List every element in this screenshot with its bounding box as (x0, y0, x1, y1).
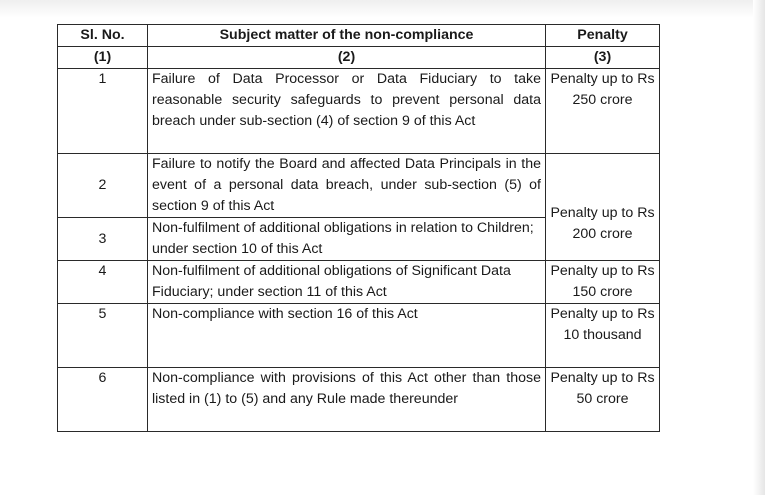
penalty-cell: Penalty up to Rs 250 crore (546, 69, 660, 154)
sl-no-cell: 2 (58, 154, 148, 218)
penalty-cell: Penalty up to Rs 10 thousand (546, 304, 660, 368)
page-top-shadow (0, 0, 765, 18)
subject-cell: Non-fulfilment of additional obligations of Significant Data Fiduciary; under section 11 of this Act (148, 261, 546, 304)
table-row (58, 368, 660, 432)
table-row (58, 304, 660, 368)
page-right-shadow (753, 0, 765, 495)
column-number-row (58, 47, 660, 69)
subject-cell: Failure to notify the Board and affected Data Principals in the event of a personal data breach, under sub-section (5) of section 9 of this Act (148, 154, 546, 218)
penalty-cell: Penalty up to Rs 50 crore (546, 368, 660, 432)
header-subject: Subject matter of the non-compliance (148, 25, 546, 47)
header-row (58, 25, 660, 47)
sl-no-cell: 1 (58, 69, 148, 154)
table-row (58, 69, 660, 154)
penalty-table (57, 24, 660, 432)
sl-no-cell: 6 (58, 368, 148, 432)
subject-cell: Non-compliance with provisions of this Act other than those listed in (1) to (5) and any Rule made thereunder (148, 368, 546, 432)
header-penalty: Penalty (546, 25, 660, 47)
table-row (58, 261, 660, 304)
table-row (58, 154, 660, 218)
sl-no-cell: 4 (58, 261, 148, 304)
sl-no-cell: 5 (58, 304, 148, 368)
penalty-cell: Penalty up to Rs 150 crore (546, 261, 660, 304)
header-sl-no: Sl. No. (58, 25, 148, 47)
column-number-subject: (2) (148, 47, 546, 69)
subject-cell: Non-compliance with section 16 of this Act (148, 304, 546, 368)
column-number-penalty: (3) (546, 47, 660, 69)
column-number-sl-no: (1) (58, 47, 148, 69)
sl-no-cell: 3 (58, 218, 148, 261)
subject-cell: Failure of Data Processor or Data Fiduciary to take reasonable security safeguards to prevent personal data breach under sub-section (4) of section 9 of this Act (148, 69, 546, 154)
penalty-cell: Penalty up to Rs 200 crore (546, 154, 660, 261)
subject-cell: Non-fulfilment of additional obligations in relation to Children; under section 10 of this Act (148, 218, 546, 261)
